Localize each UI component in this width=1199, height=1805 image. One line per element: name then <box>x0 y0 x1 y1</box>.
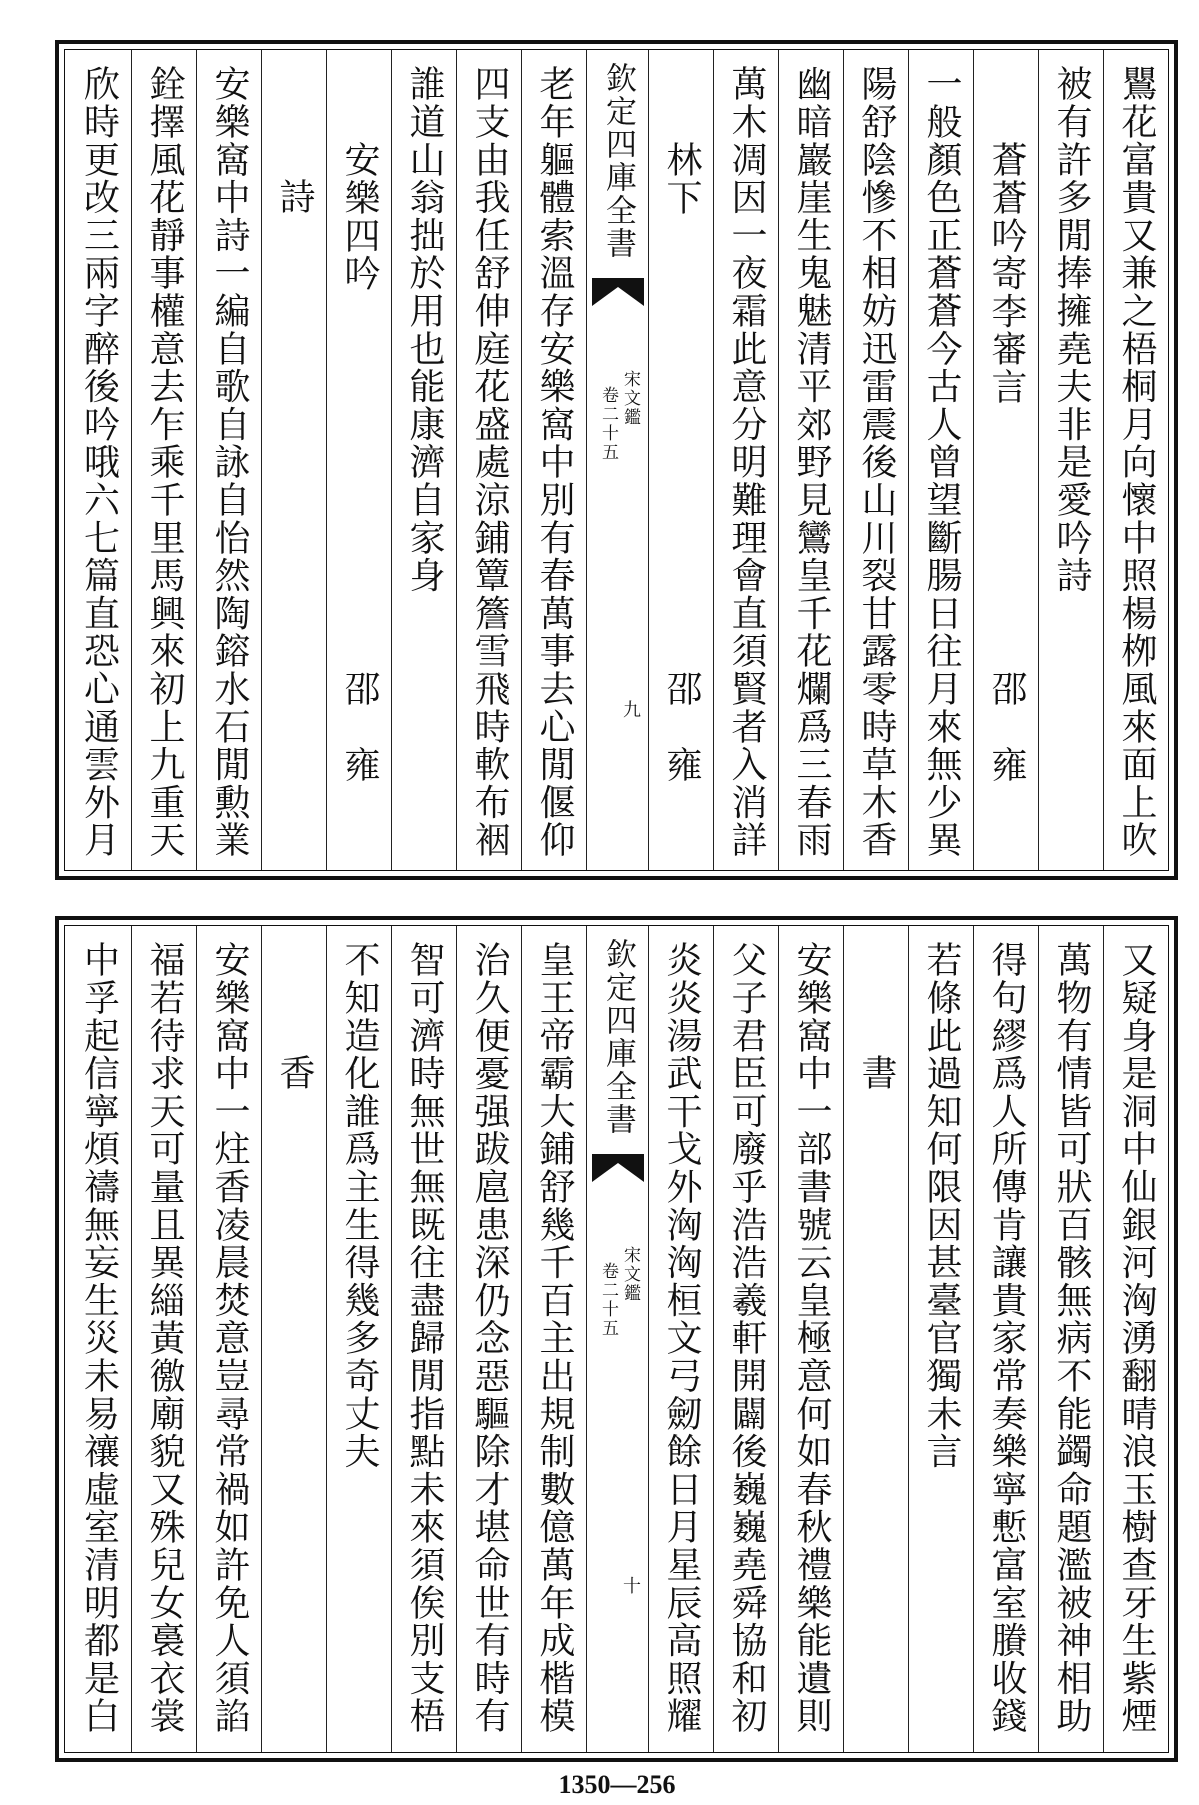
verse-column <box>391 50 456 870</box>
verse-column <box>521 50 586 870</box>
verse-text: 安樂窩中一炷香凌晨焚意豈尋常禍如許免人須諂 <box>209 941 250 1735</box>
verse-text: 四支由我任舒伸庭花盛處涼鋪簟簷雪飛時軟布裀 <box>469 65 510 859</box>
text-frame <box>64 925 1169 1753</box>
title-column <box>648 50 713 870</box>
section-heading-column <box>261 926 326 1752</box>
verse-column <box>908 50 973 870</box>
verse-column <box>843 50 908 870</box>
verse-text: 得句繆爲人所傳肯讓貴家常奏樂寧慙富室賸收錢 <box>986 941 1027 1735</box>
collection-title: 欽定四庫全書 <box>600 62 636 260</box>
verse-text: 欣時更改三兩字醉後吟哦六七篇直恐心通雲外月 <box>78 65 120 859</box>
verse-column <box>1038 926 1103 1752</box>
page-number: 1350—256 <box>558 1770 676 1799</box>
leaf-number: 十 <box>620 1576 641 1596</box>
verse-text: 安樂窩中一部書號云皇極意何如春秋禮樂能遺則 <box>791 941 832 1735</box>
verse-text: 老年軀體索溫存安樂窩中別有春萬事去心閒偃仰 <box>534 65 575 859</box>
author-name: 邵 雍 <box>986 670 1027 784</box>
title-column <box>973 50 1038 870</box>
verse-column <box>1038 50 1103 870</box>
book-title: 宋文鑑 <box>620 1246 640 1303</box>
verse-column <box>778 50 843 870</box>
volume-label: 卷二十五 <box>598 1262 618 1338</box>
poem-title: 林下 <box>661 141 702 217</box>
collection-title: 欽定四庫全書 <box>600 938 636 1136</box>
verse-text: 若條此過知何限因甚臺官獨未言 <box>921 941 962 1471</box>
verse-column <box>456 926 521 1752</box>
verse-column <box>131 926 196 1752</box>
verse-text: 福若待求天可量且異緇黃徼廟貌又殊兒女裛衣裳 <box>144 941 185 1735</box>
verse-text: 陽舒陰慘不相妨迅雷震後山川裂甘露零時草木香 <box>856 65 897 859</box>
verse-column <box>648 926 713 1752</box>
fishtail-mark <box>592 278 644 308</box>
verse-column <box>391 926 456 1752</box>
verse-column <box>713 926 778 1752</box>
verse-text: 炎炎湯武干戈外洶洶桓文弓劒餘日月星辰高照耀 <box>661 941 702 1735</box>
volume-label: 卷二十五 <box>598 386 618 462</box>
fishtail-mark <box>592 1154 644 1184</box>
text-frame <box>64 49 1169 871</box>
verse-text: 中孚起信寧煩禱無妄生災未易禳虛室清明都是白 <box>78 941 120 1735</box>
section-heading-column <box>843 926 908 1752</box>
verse-text: 父子君臣可廢乎浩浩羲軒開闢後巍巍堯舜協和初 <box>726 941 767 1735</box>
title-column <box>326 50 391 870</box>
verse-text: 被有許多閒捧擁堯夫非是愛吟詩 <box>1051 65 1092 595</box>
author-name: 邵 雍 <box>339 670 380 784</box>
verse-text: 銓擇風花靜事權意去乍乘千里馬興來初上九重天 <box>144 65 185 859</box>
verse-column <box>521 926 586 1752</box>
verse-text: 萬物有情皆可狀百骸無病不能蠲命題濫被神相助 <box>1051 941 1092 1735</box>
verse-text: 萬木凋因一夜霜此意分明難理會直須賢者入消詳 <box>726 65 767 859</box>
verse-column <box>1103 926 1168 1752</box>
verse-column <box>973 926 1038 1752</box>
verse-column <box>326 926 391 1752</box>
verse-column <box>131 50 196 870</box>
leaf-number: 九 <box>620 700 641 720</box>
top-page-panel <box>55 40 1178 880</box>
verse-text: 不知造化誰爲主生得幾多奇丈夫 <box>339 941 380 1471</box>
author-name: 邵 雍 <box>661 670 702 784</box>
verse-column <box>778 926 843 1752</box>
verse-text: 一般顏色正蒼蒼今古人曾望斷腸日往月來無少異 <box>921 65 962 859</box>
section-heading: 詩 <box>274 178 315 216</box>
center-margin-column <box>586 50 648 870</box>
verse-text: 鸎花富貴又兼之梧桐月向懷中照楊栁風來面上吹 <box>1116 65 1157 859</box>
verse-column <box>456 50 521 870</box>
verse-text: 治久便憂强跋扈患深仍念惡驅除才堪命世有時有 <box>469 941 510 1735</box>
verse-column <box>66 50 131 870</box>
poem-title: 安樂四吟 <box>339 141 380 293</box>
verse-text: 又疑身是洞中仙銀河洶湧翻晴浪玉樹查牙生紫煙 <box>1116 941 1157 1735</box>
section-heading-column <box>261 50 326 870</box>
verse-column <box>196 50 261 870</box>
verse-text: 智可濟時無世無既往盡歸閒指點未來須俟別支梧 <box>404 941 445 1735</box>
verse-column <box>1103 50 1168 870</box>
bottom-page-panel <box>55 916 1178 1762</box>
verse-column <box>713 50 778 870</box>
verse-column <box>196 926 261 1752</box>
verse-text: 幽暗巖崖生鬼魅清平郊野見鸞皇千花爛爲三春雨 <box>791 65 832 859</box>
center-margin-column <box>586 926 648 1752</box>
section-heading: 香 <box>274 1054 315 1092</box>
verse-text: 安樂窩中詩一編自歌自詠自怡然陶鎔水石閒勲業 <box>209 65 250 859</box>
section-heading: 書 <box>856 1054 897 1092</box>
verse-text: 皇王帝霸大鋪舒幾千百主出規制數億萬年成楷模 <box>534 941 575 1735</box>
verse-column <box>908 926 973 1752</box>
verse-text: 誰道山翁拙於用也能康濟自家身 <box>404 65 445 595</box>
book-title: 宋文鑑 <box>620 370 640 427</box>
poem-title: 蒼蒼吟寄李審言 <box>986 141 1027 406</box>
verse-column <box>66 926 131 1752</box>
